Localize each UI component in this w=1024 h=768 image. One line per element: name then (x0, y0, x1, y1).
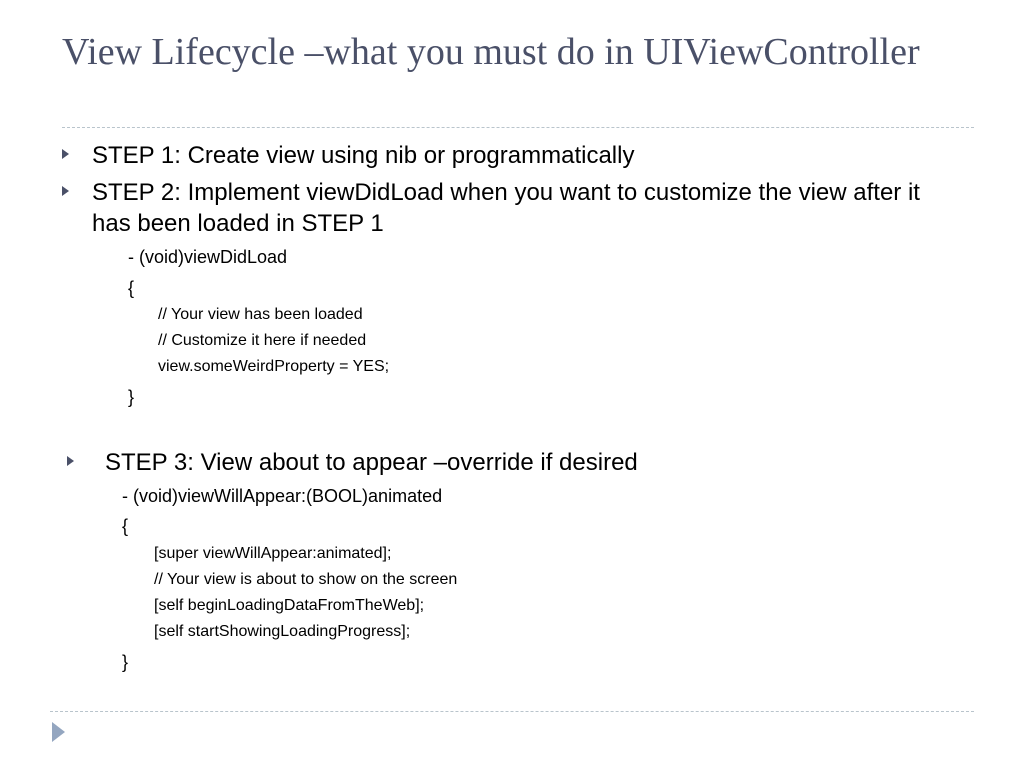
code-line: // Your view is about to show on the screen (154, 571, 458, 588)
bullet-step-3 (67, 447, 967, 478)
code-line: [super viewWillAppear:animated]; (154, 545, 392, 562)
code-close-brace: } (128, 387, 135, 407)
bullet-arrow-icon (62, 186, 69, 196)
code-signature: - (void)viewDidLoad (128, 247, 288, 267)
code-signature: - (void)viewWillAppear:(BOOL)animated (122, 486, 443, 506)
code-line: [self startShowingLoadingProgress]; (154, 623, 411, 640)
bullet-text: STEP 2: Implement viewDidLoad when you want to customize the view after it has been loaded in STEP 1 (92, 179, 920, 237)
code-open-brace: { (122, 516, 129, 536)
code-line: [self beginLoadingDataFromTheWeb]; (154, 597, 425, 614)
bullet-arrow-icon (62, 149, 69, 159)
code-line: // Your view has been loaded (158, 306, 363, 323)
code-line: // Customize it here if needed (158, 332, 367, 349)
code-open-brace: { (128, 278, 135, 298)
bullet-step-2 (62, 177, 962, 239)
bullet-arrow-icon (67, 456, 74, 466)
code-close-brace: } (122, 652, 129, 672)
play-triangle-icon[interactable] (52, 722, 65, 742)
bullet-step-1 (62, 140, 962, 171)
top-divider (62, 127, 974, 128)
slide-title: View Lifecycle –what you must do in UIViewController (62, 31, 920, 73)
bullet-text: STEP 1: Create view using nib or programmatically (92, 142, 635, 169)
bullet-text: STEP 3: View about to appear –override if desired (105, 449, 638, 476)
code-line: view.someWeirdProperty = YES; (158, 358, 390, 375)
bottom-divider (50, 711, 974, 712)
